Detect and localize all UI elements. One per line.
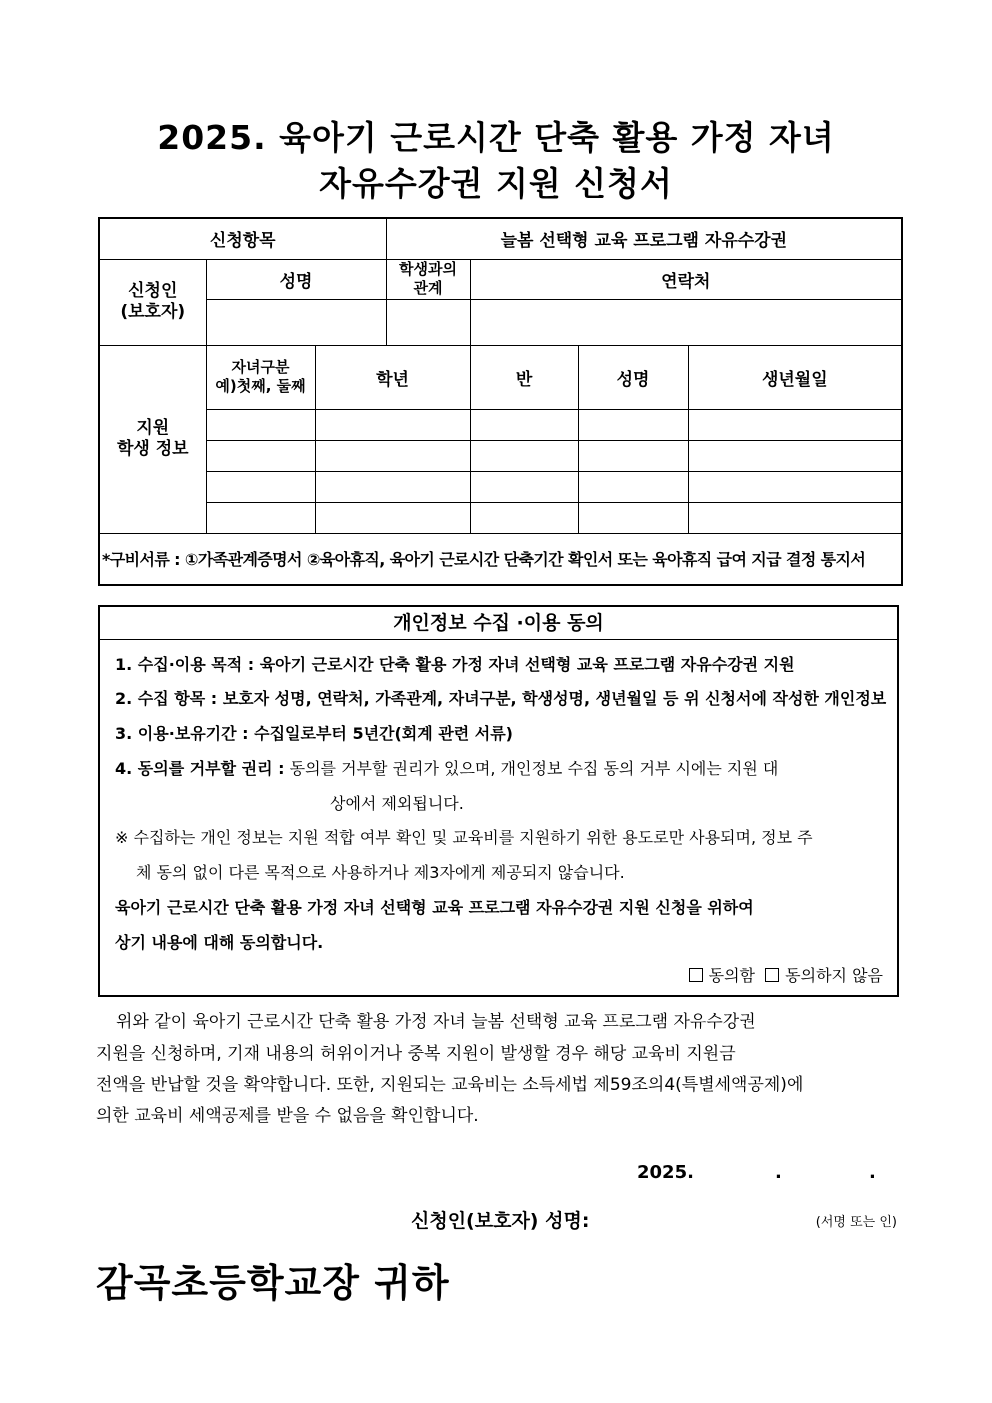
student-row bbox=[99, 409, 902, 440]
relation-field[interactable] bbox=[386, 299, 470, 345]
student-name-field[interactable] bbox=[578, 409, 688, 440]
application-table bbox=[98, 217, 903, 586]
birthdate-header: 생년월일 bbox=[688, 345, 902, 409]
birthdate-field[interactable] bbox=[688, 409, 902, 440]
disagree-label: 동의하지 않음 bbox=[785, 966, 883, 985]
required-documents-note: *구비서류 : ①가족관계증명서 ②육아휴직, 육아기 근로시간 단축기간 확인서 또는 육아휴직 급여 지급 결정 통지서 bbox=[99, 533, 902, 585]
consent-options bbox=[689, 963, 883, 986]
birthdate-field[interactable] bbox=[688, 471, 902, 502]
date-year: 2025. bbox=[637, 1162, 694, 1183]
pledge-line3: 전액을 반납할 것을 확약합니다. 또한, 지원되는 교육비는 소득세법 제59조의4(특별세액공제)에 bbox=[96, 1075, 804, 1095]
applicant-label: 신청인 (보호자) bbox=[99, 259, 206, 345]
consent-item-4-text: 동의를 거부할 권리가 있으며, 개인정보 수집 동의 거부 시에는 지원 대 bbox=[289, 759, 779, 778]
child-order-field[interactable] bbox=[206, 471, 315, 502]
pledge-line2: 지원을 신청하며, 기재 내용의 허위이거나 중복 지원이 발생할 경우 해당 교육비 지원금 bbox=[96, 1044, 736, 1064]
consent-heading: 개인정보 수집 ·이용 동의 bbox=[100, 607, 897, 640]
form-title-line2: 자유수강권 지원 신청서 bbox=[319, 164, 673, 203]
signature-note: (서명 또는 인) bbox=[815, 1215, 897, 1230]
guardian-name-field[interactable] bbox=[206, 299, 386, 345]
agree-checkbox[interactable] bbox=[689, 968, 703, 982]
student-name-field[interactable] bbox=[578, 502, 688, 533]
consent-item-3: 3. 이용·보유기간 : 수집일로부터 5년간(회계 관련 서류) bbox=[115, 724, 513, 743]
class-field[interactable] bbox=[470, 409, 578, 440]
item-label: 신청항목 bbox=[99, 218, 386, 259]
pledge-line4: 의한 교육비 세액공제를 받을 수 없음을 확인합니다. bbox=[96, 1106, 479, 1126]
child-order-field[interactable] bbox=[206, 502, 315, 533]
student-row bbox=[99, 471, 902, 502]
guardian-name-label: 성명 bbox=[206, 259, 386, 299]
item-value: 늘봄 선택형 교육 프로그램 자유수강권 bbox=[386, 218, 902, 259]
relation-label: 학생과의 관계 bbox=[386, 259, 470, 299]
class-field[interactable] bbox=[470, 502, 578, 533]
student-row bbox=[99, 502, 902, 533]
form-title-line1: 2025. 육아기 근로시간 단축 활용 가정 자녀 bbox=[157, 118, 835, 157]
recipient: 감곡초등학교장 귀하 bbox=[96, 1261, 450, 1305]
student-name-header: 성명 bbox=[578, 345, 688, 409]
contact-field[interactable] bbox=[470, 299, 902, 345]
consent-item-4-label: 4. 동의를 거부할 권리 : bbox=[115, 759, 285, 778]
consent-item-1: 1. 수집·이용 목적 : 육아기 근로시간 단축 활용 가정 자녀 선택형 교육 프로그램 자유수강권 지원 bbox=[115, 655, 795, 674]
student-info-label: 지원 학생 정보 bbox=[99, 345, 206, 533]
date-day-dot: . bbox=[869, 1162, 876, 1183]
pledge-line1: 위와 같이 육아기 근로시간 단축 활용 가정 자녀 늘봄 선택형 교육 프로그램 자유수강권 bbox=[116, 1012, 756, 1032]
contact-label: 연락처 bbox=[470, 259, 902, 299]
child-order-field[interactable] bbox=[206, 440, 315, 471]
student-name-field[interactable] bbox=[578, 440, 688, 471]
grade-field[interactable] bbox=[315, 471, 470, 502]
class-header: 반 bbox=[470, 345, 578, 409]
grade-header: 학년 bbox=[315, 345, 470, 409]
consent-item-4 bbox=[115, 756, 778, 779]
signature-label: 신청인(보호자) 성명: bbox=[411, 1210, 590, 1232]
birthdate-field[interactable] bbox=[688, 440, 902, 471]
date-month-dot: . bbox=[775, 1162, 782, 1183]
consent-notice-line1: ※ 수집하는 개인 정보는 지원 적합 여부 확인 및 교육비를 지원하기 위한 용도로만 사용되며, 정보 주 bbox=[115, 828, 813, 847]
consent-statement-line1: 육아기 근로시간 단축 활용 가정 자녀 선택형 교육 프로그램 자유수강권 지원 신청을 위하여 bbox=[115, 898, 754, 917]
consent-item-4-continued: 상에서 제외됩니다. bbox=[330, 794, 464, 813]
grade-field[interactable] bbox=[315, 440, 470, 471]
consent-notice-line2: 체 동의 없이 다른 목적으로 사용하거나 제3자에게 제공되지 않습니다. bbox=[136, 863, 625, 882]
agree-label: 동의함 bbox=[708, 966, 755, 985]
birthdate-field[interactable] bbox=[688, 502, 902, 533]
class-field[interactable] bbox=[470, 440, 578, 471]
class-field[interactable] bbox=[470, 471, 578, 502]
grade-field[interactable] bbox=[315, 409, 470, 440]
child-order-header: 자녀구분 예)첫째, 둘째 bbox=[206, 345, 315, 409]
consent-statement-line2: 상기 내용에 대해 동의합니다. bbox=[115, 933, 324, 952]
student-row bbox=[99, 440, 902, 471]
grade-field[interactable] bbox=[315, 502, 470, 533]
consent-item-2: 2. 수집 항목 : 보호자 성명, 연락처, 가족관계, 자녀구분, 학생성명, 생년월일 등 위 신청서에 작성한 개인정보 bbox=[115, 689, 887, 708]
disagree-checkbox[interactable] bbox=[765, 968, 779, 982]
child-order-field[interactable] bbox=[206, 409, 315, 440]
student-name-field[interactable] bbox=[578, 471, 688, 502]
privacy-consent-box bbox=[98, 605, 899, 997]
